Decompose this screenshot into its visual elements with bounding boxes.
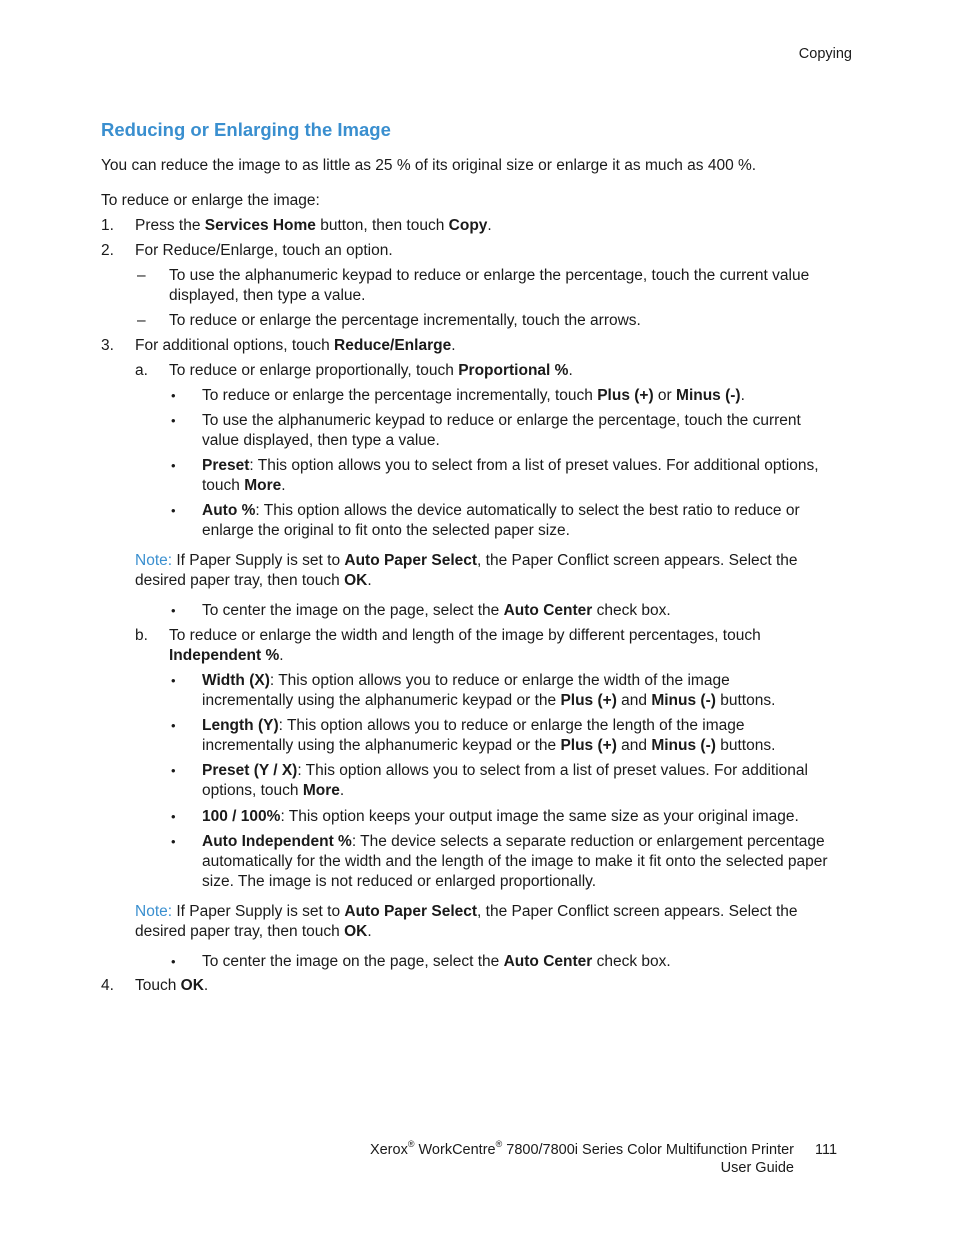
intro-paragraph: You can reduce the image to as little as 25 % of its original size or enlarge it as much as 400 %. <box>101 157 757 174</box>
bullet-item: Length (Y): This option allows you to reduce or enlarge the length of the image incrementally using the alphanumeric keypad or the Plus (+) and Minus (-) buttons. <box>202 717 776 754</box>
step-3-text: For additional options, touch Reduce/Enlarge. <box>135 337 456 354</box>
footer-product-line: Xerox® WorkCentre® 7800/7800i Series Color Multifunction Printer <box>369 1139 794 1158</box>
substep-b-text: To reduce or enlarge the width and length of the image by different percentages, touch Independent %. <box>169 627 761 664</box>
bullet-marker: • <box>171 413 176 428</box>
bullet-item: Auto Independent %: The device selects a separate reduction or enlargement percentage automatically for the width and the length of the image to make it fit onto the selected paper size. The image is not reduced or enlarged proportionally. <box>202 833 828 890</box>
dash-item: To reduce or enlarge the percentage incrementally, touch the arrows. <box>169 312 641 329</box>
bullet-marker: • <box>171 954 176 969</box>
note: Note: If Paper Supply is set to Auto Paper Select, the Paper Conflict screen appears. Select the desired paper tray, then touch OK. <box>135 552 798 589</box>
substep-a-text: To reduce or enlarge proportionally, touch Proportional %. <box>169 362 573 379</box>
step-4-text: Touch OK. <box>135 977 209 994</box>
bullet-item: Auto %: This option allows the device automatically to select the best ratio to reduce or enlarge the original to fit onto the selected paper size. <box>202 502 800 539</box>
bullet-marker: • <box>171 718 176 733</box>
page-title: Reducing or Enlarging the Image <box>101 119 391 140</box>
bullet-item: Width (X): This option allows you to reduce or enlarge the width of the image incrementally using the alphanumeric keypad or the Plus (+) and Minus (-) buttons. <box>202 672 776 709</box>
step-number: 2. <box>101 242 114 259</box>
bullet-marker: • <box>171 603 176 618</box>
lead-paragraph: To reduce or enlarge the image: <box>101 192 320 209</box>
bullet-item: To use the alphanumeric keypad to reduce or enlarge the percentage, touch the current value displayed, then type a value. <box>202 412 801 449</box>
bullet-item: To center the image on the page, select the Auto Center check box. <box>202 602 671 619</box>
dash-item: To use the alphanumeric keypad to reduce or enlarge the percentage, touch the current value displayed, then type a value. <box>169 267 810 304</box>
step-number: 1. <box>101 217 114 234</box>
step-1-text: Press the Services Home button, then touch Copy. <box>135 217 492 234</box>
bullet-item: 100 / 100%: This option keeps your output image the same size as your original image. <box>202 808 799 825</box>
bullet-item: Preset (Y / X): This option allows you to select from a list of preset values. For additional options, touch More. <box>202 762 808 799</box>
section-label: Copying <box>798 46 852 62</box>
page-number: 111 <box>815 1142 838 1158</box>
step-2-text: For Reduce/Enlarge, touch an option. <box>135 242 393 259</box>
bullet-item: To center the image on the page, select the Auto Center check box. <box>202 953 671 970</box>
substep-label: b. <box>135 627 148 644</box>
dash-marker: – <box>137 267 146 284</box>
bullet-marker: • <box>171 763 176 778</box>
step-number: 3. <box>101 337 114 354</box>
bullet-item: Preset: This option allows you to select from a list of preset values. For additional options, touch More. <box>202 457 819 494</box>
step-number: 4. <box>101 977 114 994</box>
substep-label: a. <box>135 362 148 379</box>
bullet-marker: • <box>171 834 176 849</box>
bullet-marker: • <box>171 458 176 473</box>
bullet-marker: • <box>171 809 176 824</box>
bullet-marker: • <box>171 673 176 688</box>
bullet-marker: • <box>171 503 176 518</box>
bullet-item: To reduce or enlarge the percentage incrementally, touch Plus (+) or Minus (-). <box>202 387 745 404</box>
note: Note: If Paper Supply is set to Auto Paper Select, the Paper Conflict screen appears. Select the desired paper tray, then touch OK. <box>135 903 798 940</box>
dash-marker: – <box>137 312 146 329</box>
footer-guide-label: User Guide <box>720 1160 794 1176</box>
bullet-marker: • <box>171 388 176 403</box>
